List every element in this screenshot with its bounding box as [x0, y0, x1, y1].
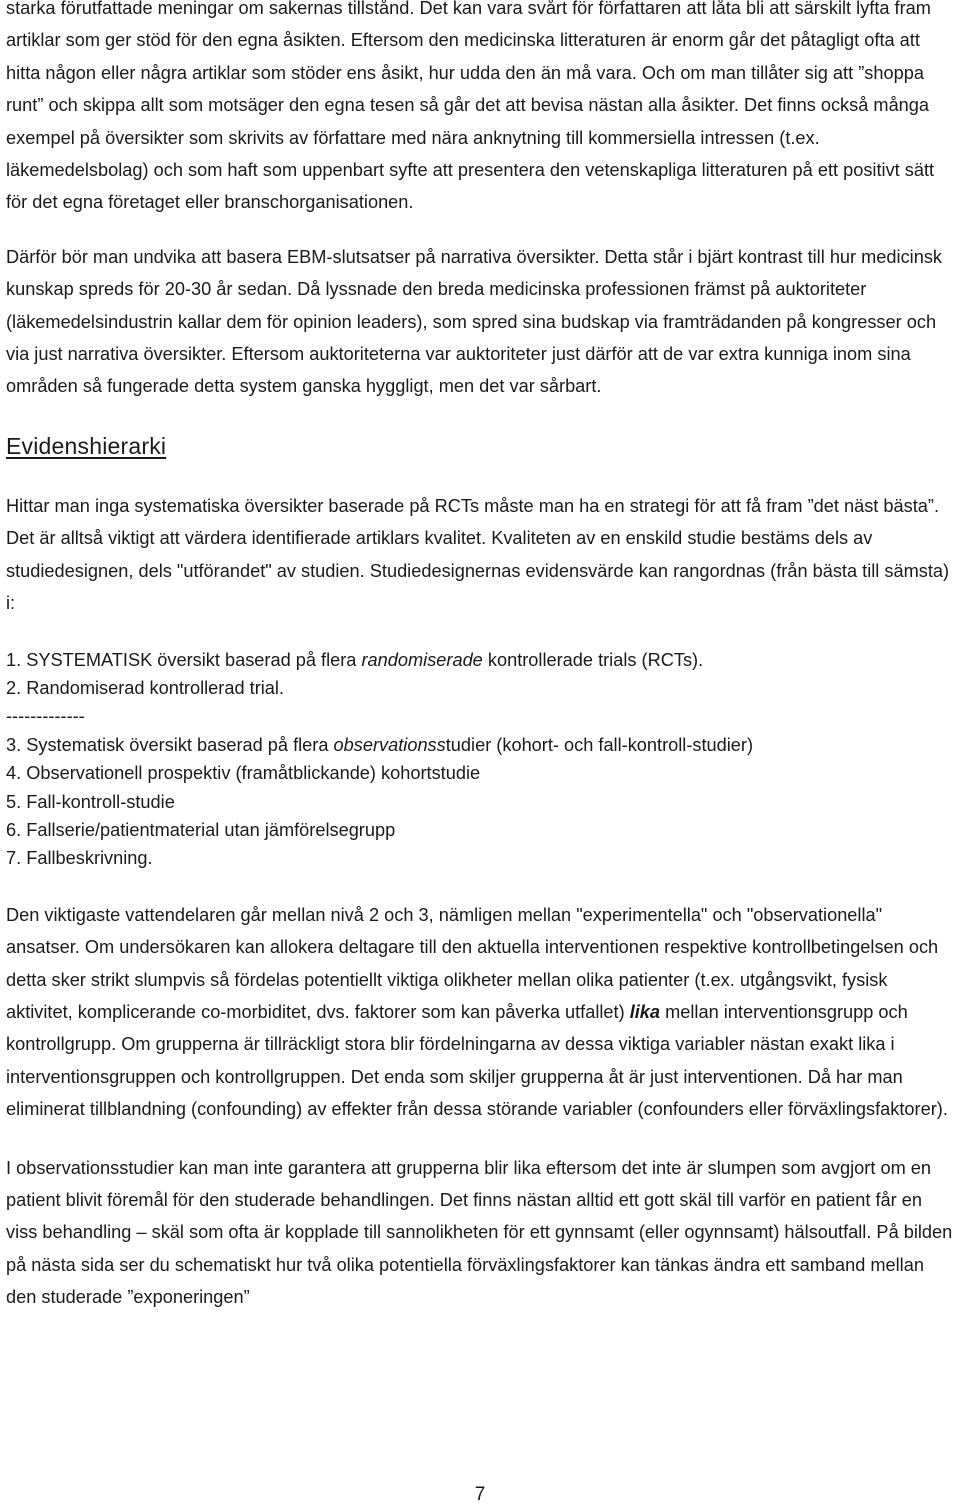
list-item-text: tudier (kohort- och fall-kontroll-studier): [445, 734, 754, 755]
list-separator: -------------: [6, 706, 85, 727]
list-item-emphasis: observationss: [333, 734, 446, 755]
list-item: [6, 731, 956, 759]
list-item: 7. Fallbeskrivning.: [6, 848, 153, 869]
paragraph-narrative-bias: starka förutfattade meningar om sakernas tillstånd. Det kan vara svårt för författaren att låta bli att särskilt lyfta fram artiklar som ger stöd för den egna åsikten. Eftersom den medicinska litteraturen är enorm går det påtagligt ofta att hitta någon eller några artiklar som stöder ens åsikt, hur udda den än må vara. Och om man tillåter sig att ”shoppa runt” och skippa allt som motsäger den egna tesen så går det att bevisa nästan alla åsikter. Det finns också många exempel på översikter som skrivits av författare med nära anknytning till kommersiella intressen (t.ex. läkemedelsbolag) och som haft som uppenbart syfte att presentera den vetenskapliga litteraturen på ett positivt sätt för det egna företaget eller branschorganisationen.: [6, 0, 935, 213]
paragraph-emphasis: lika: [629, 1001, 661, 1022]
list-item-text: kontrollerade trials (RCTs).: [487, 649, 704, 670]
section-heading: Evidenshierarki: [6, 432, 167, 459]
page-number: 7: [474, 1484, 486, 1505]
list-item: 6. Fallserie/patientmaterial utan jämförelsegrupp: [6, 819, 396, 840]
list-item: 2. Randomiserad kontrollerad trial.: [6, 677, 284, 698]
document-page: [6, 0, 956, 1314]
list-item: 5. Fall-kontroll-studie: [6, 791, 175, 812]
evidence-hierarchy-list: [6, 646, 956, 873]
paragraph-observational-studies: I observationsstudier kan man inte garantera att grupperna blir lika eftersom det inte är slumpen som avgjort om en patient blivit föremål för den studerade behandlingen. Det finns nästan alltid ett gott skäl till varför en patient får en viss behandling – skäl som ofta är kopplade till sannolikheten för ett gynnsamt (eller ogynnsamt) hälsoutfall. På bilden på nästa sida ser du schematiskt hur två olika potentiella förväxlingsfaktorer kan tänkas ändra ett samband mellan den studerade ”exponeringen”: [6, 1157, 953, 1308]
paragraph-watershed: [6, 899, 956, 1126]
paragraph-strategy: Hittar man inga systematiska översikter baserade på RCTs måste man ha en strategi för att få fram ”det näst bästa”. Det är alltså viktigt att värdera identifierade artiklars kvalitet. Kvaliteten av en enskild studie bestäms dels av studiedesignen, dels "utförandet" av studien. Studiedesignernas evidensvärde kan rangordnas (från bästa till sämsta) i:: [6, 495, 950, 614]
list-item: 4. Observationell prospektiv (framåtblickande) kohortstudie: [6, 763, 481, 784]
paragraph-text: mellan interventionsgrupp och kontrollgrupp. Om grupperna är tillräckligt stora blir fördelningarna av dessa viktiga variabler nästan exakt lika i interventionsgruppen och kontrollgruppen. Det enda som skiljer grupperna åt är just interventionen. Då har man eliminerat tillblandning (confounding) av effekter från dessa störande variabler (confounders eller förväxlingsfaktorer).: [6, 1001, 948, 1120]
list-item-text: 3. Systematisk översikt baserad på flera: [6, 734, 329, 755]
list-item-text: 1. SYSTEMATISK översikt baserad på flera: [6, 649, 357, 670]
list-item: [6, 646, 956, 674]
paragraph-avoid-narrative-reviews: Därför bör man undvika att basera EBM-slutsatser på narrativa översikter. Detta står i bjärt kontrast till hur medicinsk kunskap spreds för 20-30 år sedan. Då lyssnade den breda medicinska professionen främst på auktoriteter (läkemedelsindustrin kallar dem för opinion leaders), som spred sina budskap via framträdanden på kongresser och via just narrativa översikter. Eftersom auktoriteterna var auktoriteter just därför att de var extra kunniga inom sina områden så fungerade detta system ganska hyggligt, men det var sårbart.: [6, 246, 943, 397]
list-item-emphasis: randomiserade: [361, 649, 483, 670]
paragraph-text: Den viktigaste vattendelaren går mellan nivå 2 och 3, nämligen mellan "experimentella" och "observationella" ansatser. Om undersökaren kan allokera deltagare till den aktuella interventionen respektive kontrollbetingelsen och detta sker strikt slumpvis så fördelas potentiellt viktiga olikheter mellan olika patienter (t.ex. utgångsvikt, fysisk aktivitet, komplicerande co-morbiditet, dvs. faktorer som kan påverka utfallet): [6, 904, 939, 1022]
